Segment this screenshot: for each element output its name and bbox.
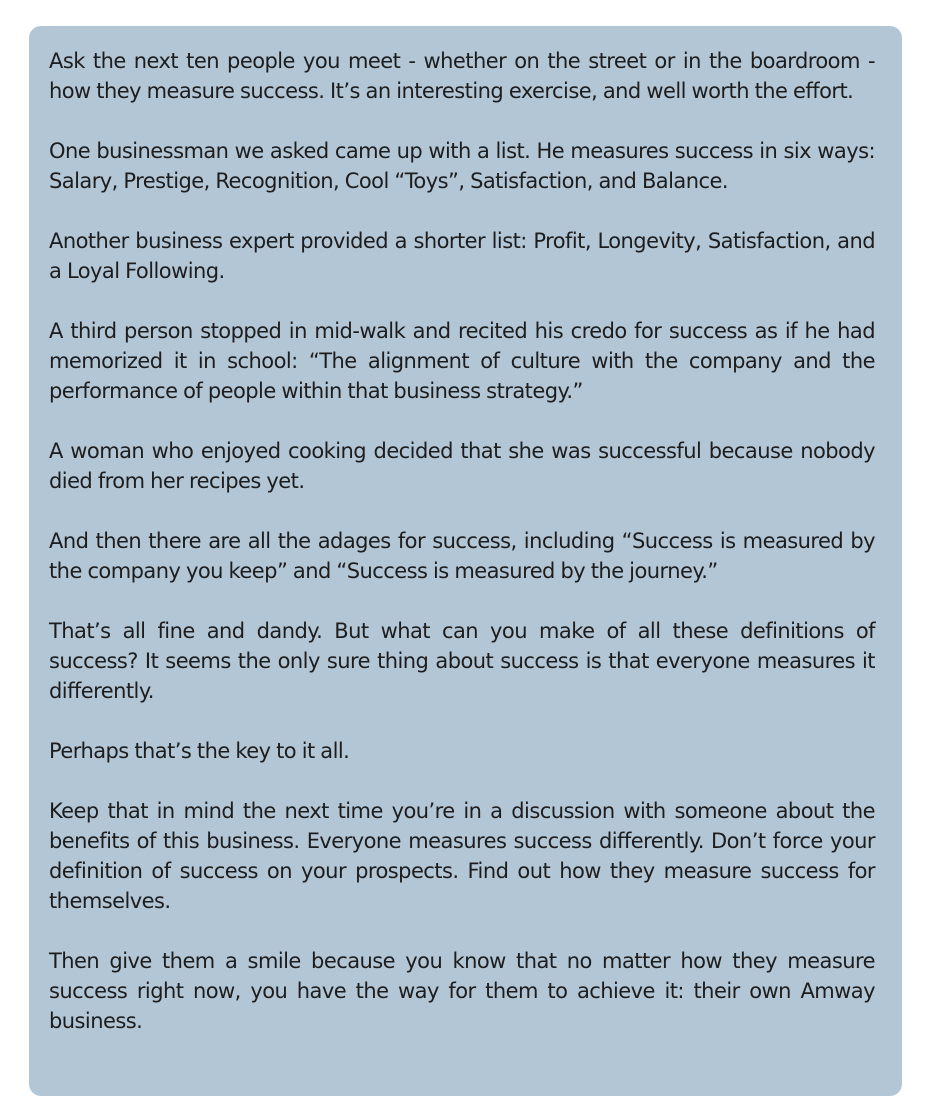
paragraph-expert-list: Another business expert provided a shorter list: Profit, Longevity, Satisfaction, and a Loyal Following.	[49, 229, 875, 283]
article-panel	[29, 26, 902, 1096]
paragraph-businessman-list: One businessman we asked came up with a list. He measures success in six ways: Salary, Prestige, Recognition, Cool “Toys”, Satisfaction, and Balance.	[49, 139, 875, 193]
paragraph-adages: And then there are all the adages for success, including “Success is measured by the company you keep” and “Success is measured by the journey.”	[49, 529, 875, 583]
paragraph-conclusion: Then give them a smile because you know that no matter how they measure success right now, you have the way for them to achieve it: their own Amway business.	[49, 949, 875, 1033]
paragraph-intro: Ask the next ten people you meet - whether on the street or in the boardroom - how they measure success. It’s an interesting exercise, and well worth the effort.	[49, 49, 875, 103]
paragraph-definitions: That’s all fine and dandy. But what can you make of all these definitions of success? It seems the only sure thing about success is that everyone measures it differently.	[49, 619, 875, 703]
paragraph-cooking: A woman who enjoyed cooking decided that she was successful because nobody died from her recipes yet.	[49, 439, 875, 493]
paragraph-keep-in-mind: Keep that in mind the next time you’re in a discussion with someone about the benefits of this business. Everyone measures success differently. Don’t force your definition of success on your prospects. Find out how they measure success for themselves.	[49, 799, 875, 913]
paragraph-key: Perhaps that’s the key to it all.	[49, 739, 350, 763]
paragraph-credo: A third person stopped in mid-walk and recited his credo for success as if he had memorized it in school: “The alignment of culture with the company and the performance of people within that business strategy.”	[49, 319, 875, 403]
